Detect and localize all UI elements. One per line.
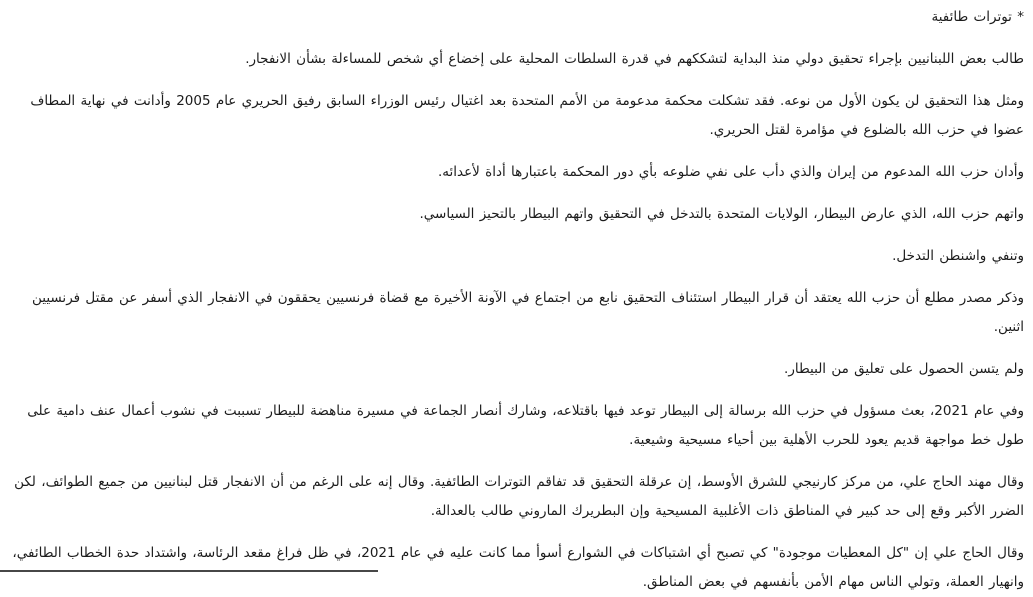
paragraph: وفي عام 2021، بعث مسؤول في حزب الله برسالة إلى البيطار توعد فيها باقتلاعه، وشارك أنصار الجماعة في مسيرة مناهضة للبيطار تسببت في نشوب أعمال عنف دامية على طول خط مواجهة قديم يعود للحرب الأهلية بين أحياء مسيحية وشيعية. bbox=[27, 403, 1024, 448]
paragraph: وأدان حزب الله المدعوم من إيران والذي دأب على نفي ضلوعه بأي دور المحكمة باعتبارها أداة لأعدائه. bbox=[437, 164, 1024, 180]
paragraph: ولم يتسن الحصول على تعليق من البيطار. bbox=[784, 361, 1024, 377]
paragraph: وقال الحاج علي إن "كل المعطيات موجودة" كي تصبح أي اشتباكات في الشوارع أسوأ مما كانت عليه في عام 2021، في ظل فراغ مقعد الرئاسة، واشتداد حدة الخطاب الطائفي، وانهيار العملة، وتولي الناس مهام الأمن بأنفسهم في بعض المناطق. bbox=[12, 545, 1024, 590]
paragraph: ومثل هذا التحقيق لن يكون الأول من نوعه. فقد تشكلت محكمة مدعومة من الأمم المتحدة بعد اغتيال رئيس الوزراء السابق رفيق الحريري عام 2005 وأدانت في نهاية المطاف عضوا في حزب الله بالضلوع في مؤامرة لقتل الحريري. bbox=[30, 93, 1024, 138]
section-heading: * توترات طائفية bbox=[931, 9, 1024, 25]
paragraph: وتنفي واشنطن التدخل. bbox=[892, 248, 1024, 264]
paragraph: وذكر مصدر مطلع أن حزب الله يعتقد أن قرار البيطار استئناف التحقيق نابع من اجتماع في الآونة الأخيرة مع قضاة فرنسيين يحققون في الانفجار الذي أسفر عن مقتل فرنسيين اثنين. bbox=[31, 290, 1024, 335]
paragraph: طالب بعض اللبنانيين بإجراء تحقيق دولي منذ البداية لتشككهم في قدرة السلطات المحلية على إخضاع أي شخص للمساءلة بشأن الانفجار. bbox=[245, 51, 1024, 67]
paragraph: واتهم حزب الله، الذي عارض البيطار، الولايات المتحدة بالتدخل في التحقيق واتهم البيطار بالتحيز السياسي. bbox=[419, 206, 1024, 222]
paragraph: وقال مهند الحاج علي، من مركز كارنيجي للشرق الأوسط، إن عرقلة التحقيق قد تفاقم التوترات الطائفية. وقال إنه على الرغم من أن الانفجار قتل لبنانيين من جميع الطوائف، لكن الضرر الأكبر وقع إلى حد كبير في المناطق ذات الأغلبية المسيحية وإن البطريرك الماروني طالب بالعدالة. bbox=[14, 474, 1024, 519]
